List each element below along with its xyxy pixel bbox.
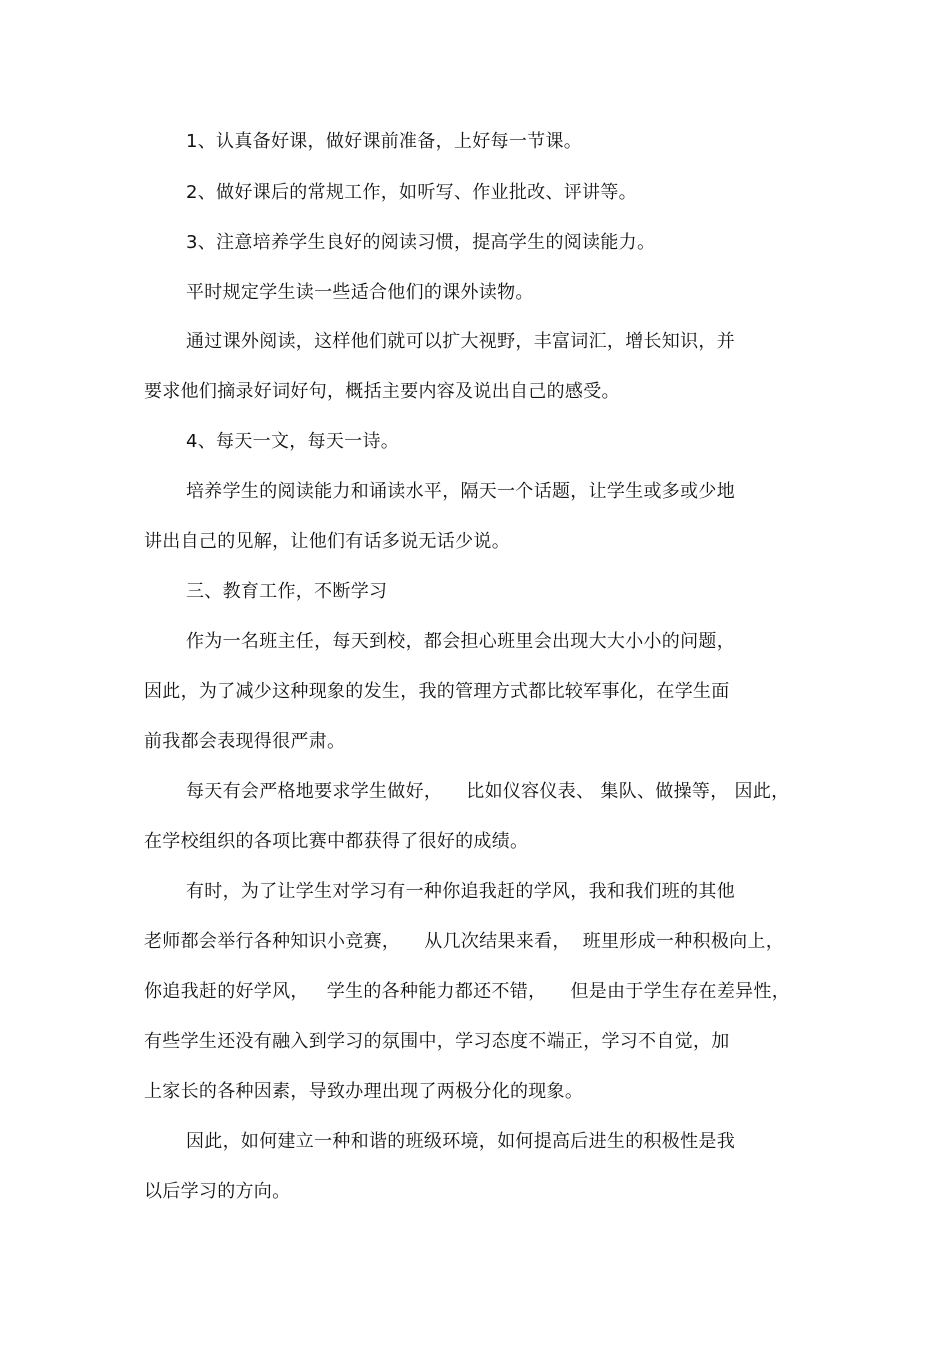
paragraph-line: 在学校组织的各项比赛中都获得了很好的成绩。 (144, 831, 529, 852)
paragraph-line: 3、注意培养学生良好的阅读习惯，提高学生的阅读能力。 (186, 232, 656, 253)
paragraph-line: 每天有会严格地要求学生做好， 比如仪容仪表、 集队、做操等， 因此， (186, 781, 790, 802)
paragraph-line: 有些学生还没有融入到学习的氛围中，学习态度不端正，学习不自觉，加 (144, 1031, 730, 1052)
paragraph-line: 通过课外阅读，这样他们就可以扩大视野，丰富词汇，增长知识，并 (186, 331, 735, 352)
paragraph-line: 4、每天一文，每天一诗。 (186, 431, 400, 452)
paragraph-line: 培养学生的阅读能力和诵读水平，隔天一个话题，让学生或多或少地 (186, 481, 735, 502)
paragraph-line: 老师都会举行各种知识小竞赛， 从几次结果来看， 班里形成一种积极向上， (144, 931, 785, 952)
paragraph-line: 你追我赶的好学风， 学生的各种能力都还不错， 但是由于学生存在差异性， (144, 981, 791, 1002)
paragraph-line: 2、做好课后的常规工作，如听写、作业批改、评讲等。 (186, 182, 637, 203)
paragraph-line: 因此，如何建立一种和谐的班级环境，如何提高后进生的积极性是我 (186, 1131, 735, 1152)
paragraph-line: 因此，为了减少这种现象的发生，我的管理方式都比较军事化，在学生面 (144, 681, 730, 702)
paragraph-line: 作为一名班主任，每天到校，都会担心班里会出现大大小小的问题， (186, 631, 735, 652)
paragraph-line: 讲出自己的见解，让他们有话多说无话少说。 (144, 531, 510, 552)
paragraph-line: 前我都会表现得很严肃。 (144, 731, 346, 752)
paragraph-line: 上家长的各种因素，导致办理出现了两极分化的现象。 (144, 1081, 584, 1102)
section-heading: 三、教育工作，不断学习 (186, 581, 388, 602)
paragraph-line: 1、认真备好课，做好课前准备，上好每一节课。 (186, 131, 583, 152)
paragraph-line: 要求他们摘录好词好句，概括主要内容及说出自己的感受。 (144, 381, 620, 402)
paragraph-line: 平时规定学生读一些适合他们的课外读物。 (186, 282, 534, 303)
paragraph-line: 以后学习的方向。 (144, 1181, 291, 1202)
paragraph-line: 有时，为了让学生对学习有一种你追我赶的学风，我和我们班的其他 (186, 881, 735, 902)
